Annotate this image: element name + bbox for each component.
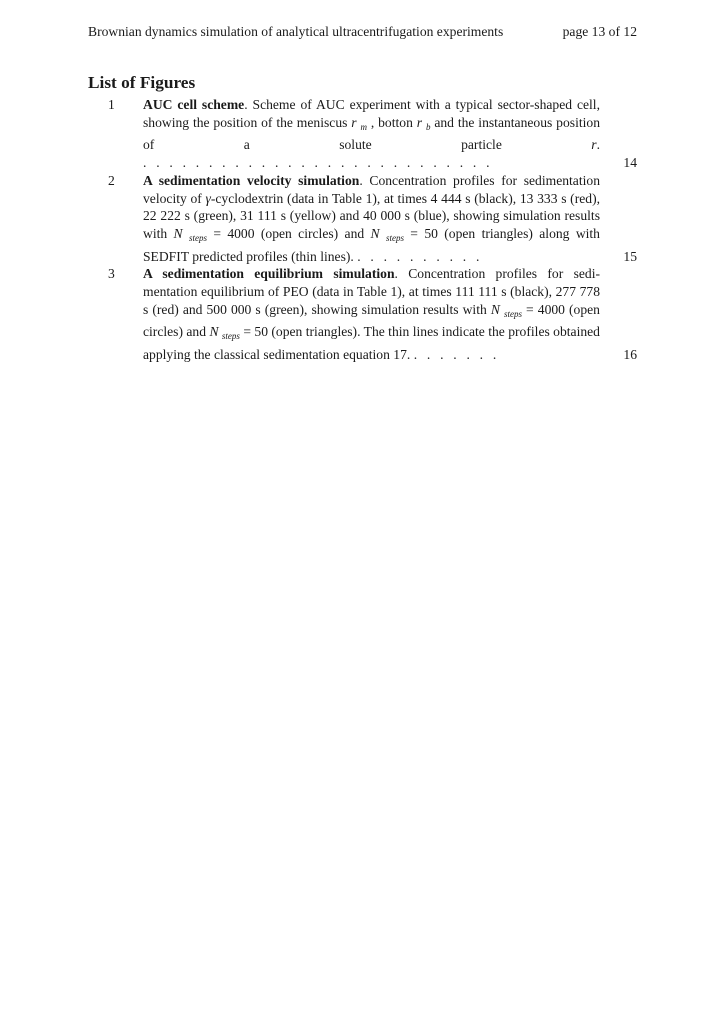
caption-text: = 50 (open triangles) along with SEDFIT predicted profiles (thin lines).	[143, 225, 600, 264]
math-subscript: m	[360, 121, 367, 132]
math-symbol: r	[351, 114, 357, 130]
figure-page-number: 16	[623, 347, 637, 363]
figure-entry-1[interactable]	[88, 96, 637, 172]
caption-text: -cyclodextrin (data in Table 1), at times 4 444 s (black), 13 333 s (red), 22 222 s (green), 31 111 s (yellow) and 40 000 s (blue), showing simulation results with	[143, 190, 600, 241]
figure-entry-3[interactable]	[88, 265, 637, 364]
caption-text: = 50 (open triangles). The thin lines indicate the profiles obtained applying the classical sedimentation equation 17.	[143, 324, 600, 363]
math-subscript: steps	[188, 232, 207, 243]
math-symbol: N	[370, 225, 380, 241]
math-subscript: steps	[221, 331, 240, 342]
caption-text: . Scheme of AUC experiment with a typical sector-shaped cell, showing the position of the meniscus	[143, 97, 600, 130]
figure-page-number: 15	[623, 248, 637, 264]
running-header	[88, 22, 637, 42]
figure-number: 2	[108, 172, 115, 188]
figure-number: 1	[108, 97, 115, 112]
figure-title: A sedimentation velocity simulation	[143, 172, 360, 188]
figure-page-number: 14	[623, 155, 637, 171]
math-symbol: N	[209, 324, 219, 340]
dot-leader: . . . . . . . . . .	[357, 248, 483, 264]
list-of-figures-heading: List of Figures	[88, 73, 196, 92]
running-title: Brownian dynamics simulation of analytical ultracentrifugation experiments	[88, 24, 504, 39]
figure-caption	[143, 96, 600, 172]
math-symbol: γ	[205, 190, 211, 206]
caption-text: = 4000 (open circles) and	[206, 225, 371, 241]
caption-text: . Concentration profiles for sedimentation equilibrium of PEO (data in Table 1), at times 111 111 s (black), 277 778 s (red) and 500 000 s (green), showing simulation results with	[143, 266, 600, 317]
list-of-figures	[88, 96, 637, 364]
figure-caption	[143, 172, 600, 266]
caption-text: . Concentration profiles for sedimentation velocity of	[143, 172, 600, 206]
math-subscript: b	[425, 121, 431, 132]
dot-leader: . . . . . . . . . . . . . . . . . . . . . . . . . . .	[143, 155, 493, 171]
page-number-label: page 13 of 12	[562, 24, 637, 39]
figure-title: A sedimentation equilibrium simulation	[143, 266, 395, 282]
caption-text: .	[596, 137, 600, 153]
math-symbol: r	[416, 114, 423, 130]
figure-caption	[143, 265, 600, 364]
figure-entry-2[interactable]	[88, 172, 637, 266]
math-symbol: r	[591, 137, 597, 153]
math-symbol: N	[173, 225, 183, 241]
caption-text: = 4000 (open circles) and	[143, 301, 600, 340]
figure-number: 3	[108, 266, 115, 282]
math-subscript: steps	[385, 232, 404, 243]
math-symbol: N	[490, 301, 500, 317]
caption-text: and the instantaneous position of a solute particle	[143, 114, 600, 153]
dot-leader: . . . . . . .	[413, 347, 500, 363]
caption-text: , botton	[366, 114, 417, 130]
math-subscript: steps	[503, 308, 522, 319]
figure-title: AUC cell scheme	[143, 97, 245, 112]
